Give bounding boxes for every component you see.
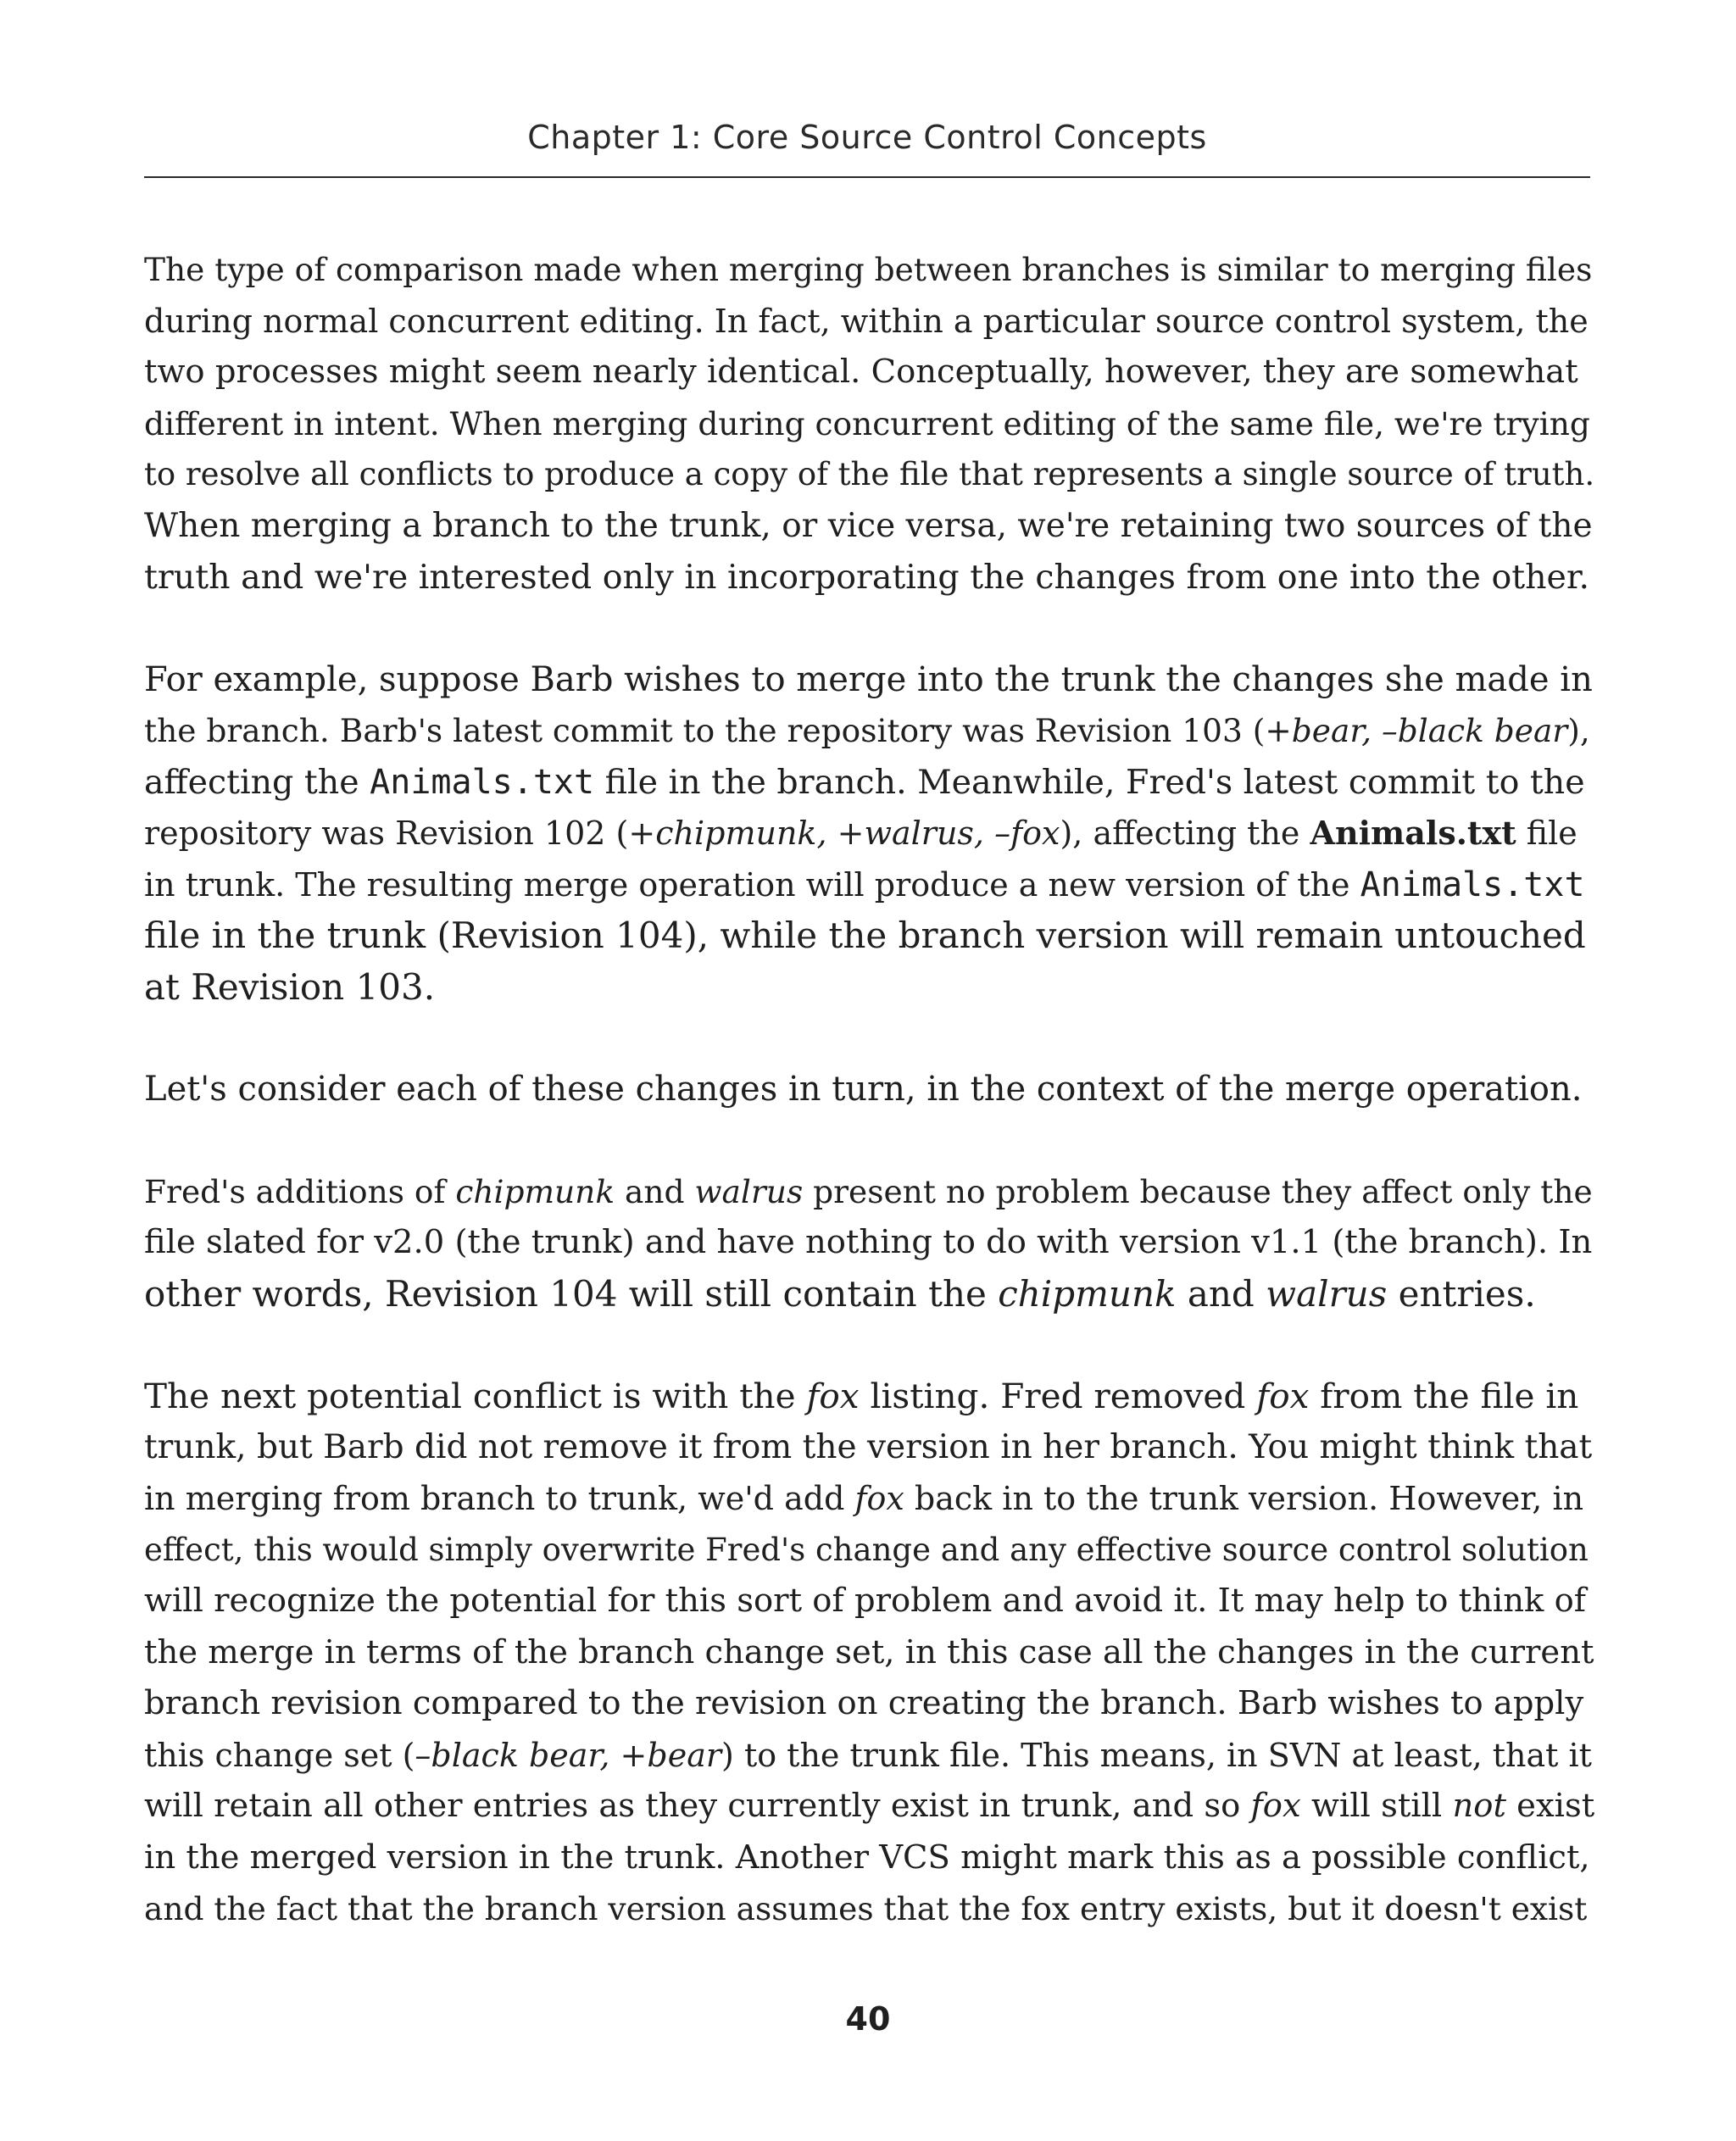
text-run: and xyxy=(1176,1272,1266,1315)
paragraph-2 xyxy=(144,654,1595,1014)
code-filename: Animals.txt xyxy=(1360,865,1585,904)
text-run: and xyxy=(615,1172,695,1210)
text-line: will recognize the potential for this sort of problem and avoid it. It may help to think of xyxy=(144,1582,1587,1620)
text-line: file in the trunk (Revision 104), while the branch version will remain untouched xyxy=(144,915,1586,956)
text-run: Fred's additions of xyxy=(144,1172,456,1210)
text-run: in merging from branch to trunk, we'd add xyxy=(144,1480,855,1517)
page-body xyxy=(144,244,1595,1986)
italic-text: walrus xyxy=(694,1172,804,1210)
text-line: effect, this would simply overwrite Fred's change and any effective source control solution xyxy=(144,1531,1589,1568)
paragraph-5 xyxy=(144,1371,1595,1935)
bold-filename: Animals.txt xyxy=(1310,814,1516,852)
italic-text: fox xyxy=(854,1480,904,1517)
text-run: in trunk. The resulting merge operation will produce a new version of the xyxy=(144,865,1360,904)
page-header xyxy=(144,0,1590,178)
text-run: back in to the trunk version. However, in xyxy=(904,1480,1584,1517)
code-filename: Animals.txt xyxy=(370,762,595,802)
text-line xyxy=(144,757,1595,809)
italic-text: fox xyxy=(806,1376,860,1416)
text-line: different in intent. When merging during concurrent editing of the same file, we're trying xyxy=(144,404,1590,442)
text-line xyxy=(144,1781,1595,1832)
text-line xyxy=(144,1166,1595,1218)
text-run: other words, Revision 104 will still contain the xyxy=(144,1272,999,1315)
chapter-title: Chapter 1: Core Source Control Concepts xyxy=(527,119,1207,156)
text-line xyxy=(144,1269,1595,1321)
text-line: and the fact that the branch version assumes that the fox entry exists, but it doesn't exist xyxy=(144,1890,1588,1927)
text-run: repository was Revision 102 ( xyxy=(144,815,629,852)
text-line xyxy=(144,705,1595,757)
text-run: ), xyxy=(1567,712,1590,749)
paragraph-4 xyxy=(144,1166,1595,1321)
italic-text: chipmunk xyxy=(455,1172,615,1210)
italic-text: –black bear, +bear xyxy=(415,1736,722,1774)
text-line: branch revision compared to the revision on creating the branch. Barb wishes to apply xyxy=(144,1684,1584,1722)
text-run: the branch. Barb's latest commit to the repository was Revision 103 ( xyxy=(144,712,1266,749)
text-line: the merge in terms of the branch change set, in this case all the changes in the current xyxy=(144,1632,1594,1671)
page-number: 40 xyxy=(845,2000,891,2038)
text-line xyxy=(144,1730,1595,1782)
text-run: listing. Fred removed xyxy=(859,1376,1257,1416)
text-line xyxy=(144,1473,1595,1525)
text-run: from the file in xyxy=(1309,1376,1579,1416)
text-line: Let's consider each of these changes in turn, in the context of the merge operation. xyxy=(144,1070,1583,1109)
text-run: The next potential conflict is with the xyxy=(144,1376,807,1416)
italic-text: +chipmunk, +walrus, –fox xyxy=(628,815,1060,852)
text-line: to resolve all conflicts to produce a copy of the file that represents a single source of truth. xyxy=(144,456,1595,492)
text-line: truth and we're interested only in incorporating the changes from one into the other. xyxy=(144,558,1590,597)
text-run: file xyxy=(1516,815,1577,852)
italic-text: fox xyxy=(1250,1787,1301,1825)
italic-text: chipmunk xyxy=(998,1272,1177,1315)
text-run: exist xyxy=(1505,1787,1595,1825)
italic-text: +bear, –black bear xyxy=(1265,712,1568,749)
text-line: at Revision 103. xyxy=(144,965,436,1008)
text-line xyxy=(144,808,1595,859)
text-line xyxy=(144,859,1595,911)
italic-text: fox xyxy=(1256,1376,1310,1416)
text-run: will retain all other entries as they currently exist in trunk, and so xyxy=(144,1787,1251,1825)
text-line: For example, suppose Barb wishes to merge into the trunk the changes she made in xyxy=(144,659,1593,699)
text-line: two processes might seem nearly identical. Conceptually, however, they are somewhat xyxy=(144,353,1578,391)
paragraph-1 xyxy=(144,244,1595,603)
italic-text: not xyxy=(1452,1787,1506,1825)
text-run: file in the branch. Meanwhile, Fred's latest commit to the xyxy=(594,762,1585,802)
text-run: ) to the trunk file. This means, in SVN at least, that it xyxy=(721,1736,1592,1774)
text-run: will still xyxy=(1300,1787,1453,1825)
text-run: entries. xyxy=(1387,1272,1536,1315)
text-line: file slated for v2.0 (the trunk) and have nothing to do with version v1.1 (the branch). In xyxy=(144,1223,1593,1261)
text-line: in the merged version in the trunk. Another VCS might mark this as a possible conflict, xyxy=(144,1838,1590,1877)
text-line: The type of comparison made when merging between branches is similar to merging files xyxy=(144,251,1593,288)
text-run: affecting the xyxy=(144,762,370,802)
text-run: ), affecting the xyxy=(1060,815,1310,852)
text-line xyxy=(144,1371,1595,1422)
text-run: present no problem because they affect only the xyxy=(803,1172,1593,1210)
text-line: during normal concurrent editing. In fact, within a particular source control system, the xyxy=(144,302,1589,340)
text-run: this change set ( xyxy=(144,1736,415,1774)
text-line: trunk, but Barb did not remove it from the version in her branch. You might think that xyxy=(144,1427,1593,1466)
italic-text: walrus xyxy=(1266,1272,1388,1315)
text-line: When merging a branch to the trunk, or vice versa, we're retaining two sources of the xyxy=(144,506,1593,545)
paragraph-3 xyxy=(144,1064,1595,1115)
